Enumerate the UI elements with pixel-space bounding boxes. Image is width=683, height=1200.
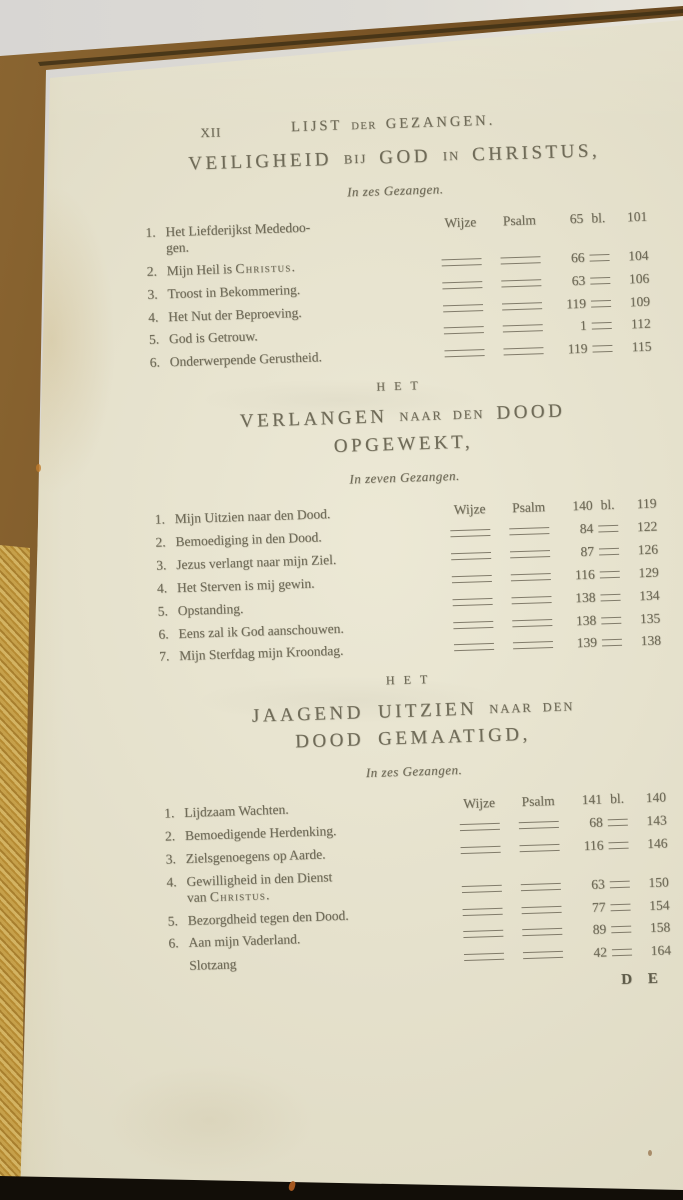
item-title xyxy=(169,323,435,348)
equals-dash xyxy=(598,525,618,533)
page-number: 109 xyxy=(629,293,651,309)
psalm-ditto xyxy=(502,613,562,631)
het-word: HET xyxy=(376,378,427,394)
ditto-dash xyxy=(462,907,502,915)
page-number: 140 xyxy=(645,789,667,806)
item-title-text: Het Sterven is mij gewin. xyxy=(176,575,315,595)
equals-mark xyxy=(595,588,625,605)
equals-mark xyxy=(605,898,635,915)
wijze-ditto xyxy=(442,546,500,564)
wijze-ditto xyxy=(432,253,490,271)
section-subtitle: In zes Gezangen. xyxy=(365,761,463,780)
ditto-dash xyxy=(450,529,490,537)
page-number: 158 xyxy=(649,919,671,936)
equals-dash xyxy=(611,926,631,934)
ditto-dash xyxy=(511,596,551,604)
item-title-text: Bemoedigende Herdenking. xyxy=(184,822,337,843)
psalm-number: 119 xyxy=(567,341,588,357)
item-number: 2. xyxy=(155,534,166,550)
title-word: NAAR xyxy=(489,700,533,716)
ditto-dash xyxy=(522,928,562,936)
item-number: 4. xyxy=(156,580,168,596)
equals-dash xyxy=(601,616,621,624)
ditto-dash xyxy=(444,349,484,357)
page-number: 106 xyxy=(628,270,650,286)
psalm-number: 1 xyxy=(579,318,587,334)
item-title xyxy=(167,254,433,279)
psalm-number: 138 xyxy=(575,589,596,605)
item-number: 5. xyxy=(157,603,169,619)
item-number: 4. xyxy=(166,873,177,890)
psalm-label: Psalm xyxy=(511,499,546,516)
item-number: 5. xyxy=(167,912,179,929)
item-title-text: Mijn Sterfdag mijn Kroondag. xyxy=(178,643,344,664)
item-title-text: Mijn Uitzien naar den Dood. xyxy=(174,506,331,527)
printed-content xyxy=(142,108,672,1005)
item-title-text: Aan mijn Vaderland. xyxy=(188,931,301,951)
ditto-dash xyxy=(462,884,502,892)
equals-mark xyxy=(593,520,623,537)
wijze-ditto xyxy=(444,615,502,633)
ditto-dash xyxy=(442,258,482,266)
ditto-dash xyxy=(521,905,561,913)
equals-dash xyxy=(589,254,609,262)
psalm-ditto xyxy=(493,319,553,337)
item-number: 2. xyxy=(164,828,176,844)
psalm-ditto xyxy=(513,946,573,964)
page-number: 112 xyxy=(630,316,651,332)
ditto-dash xyxy=(453,620,493,628)
page-number: 135 xyxy=(639,610,661,626)
ditto-dash xyxy=(521,883,561,891)
ditto-dash xyxy=(452,598,492,606)
item-title xyxy=(177,594,443,619)
title-word: DOOD xyxy=(294,729,365,753)
item-title-text: Slotzang xyxy=(188,956,237,974)
item-title xyxy=(189,950,455,975)
equals-mark xyxy=(607,944,637,961)
ditto-dash xyxy=(451,552,491,560)
equals-mark xyxy=(603,813,633,830)
title-word: GOD xyxy=(378,145,432,169)
item-title xyxy=(186,865,453,905)
psalm-label: Psalm xyxy=(502,212,537,229)
psalm-ditto xyxy=(509,838,569,856)
item-title xyxy=(185,819,451,844)
psalm-ditto xyxy=(501,590,561,608)
section-title xyxy=(143,136,646,180)
equals-mark xyxy=(584,249,614,266)
ditto-dash xyxy=(519,821,559,829)
equals-dash xyxy=(599,548,619,556)
wijze-label: Wijze xyxy=(453,501,486,518)
psalm-ditto xyxy=(512,923,572,941)
page-number: 143 xyxy=(646,812,667,828)
psalm-ditto xyxy=(490,251,550,269)
equals-dash xyxy=(591,300,611,308)
equals-dash xyxy=(610,880,630,888)
item-number: 4. xyxy=(147,309,159,325)
equals-dash xyxy=(592,322,612,330)
equals-dash xyxy=(592,345,612,353)
ditto-dash xyxy=(454,643,494,651)
item-title-text: Troost in Bekommering. xyxy=(167,281,301,301)
item-number: 1. xyxy=(154,511,166,527)
equals-mark xyxy=(585,271,615,288)
item-title-text: Bemoediging in den Dood. xyxy=(175,529,322,549)
page-number: 126 xyxy=(637,541,659,557)
ditto-dash xyxy=(442,281,482,289)
section-subtitle: In zeven Gezangen. xyxy=(349,467,460,487)
psalm-number: 141 xyxy=(581,791,603,808)
title-word: BIJ xyxy=(343,151,368,167)
ditto-dash xyxy=(452,575,492,583)
title-word: NAAR xyxy=(399,408,444,425)
section-jaagend xyxy=(160,665,671,975)
title-word: VEILIGHEID xyxy=(187,148,333,175)
item-title xyxy=(176,548,442,573)
psalm-ditto xyxy=(511,900,571,918)
psalm-number: 116 xyxy=(574,566,595,582)
ditto-dash xyxy=(509,527,549,535)
psalm-ditto xyxy=(501,567,561,585)
ditto-dash xyxy=(503,348,543,356)
page-number: 146 xyxy=(646,835,668,851)
psalm-ditto xyxy=(503,636,563,654)
psalm-number: 87 xyxy=(580,543,595,559)
equals-dash xyxy=(602,639,622,647)
psalm-number: 138 xyxy=(575,612,597,628)
ditto-dash xyxy=(502,302,542,310)
page-number: 115 xyxy=(631,339,652,355)
ditto-dash xyxy=(463,930,503,938)
item-title xyxy=(175,502,441,527)
item-number: 6. xyxy=(158,625,169,642)
psalm-ditto xyxy=(509,815,569,833)
psalm-number: 68 xyxy=(589,814,604,830)
item-number: 3. xyxy=(147,286,158,302)
item-title xyxy=(178,617,444,642)
wijze-ditto xyxy=(434,298,492,316)
wijze-label: Wijze xyxy=(463,794,496,811)
equals-mark xyxy=(596,611,626,628)
title-word: DEN xyxy=(452,407,485,423)
ditto-dash xyxy=(519,844,559,852)
item-title xyxy=(187,904,453,929)
item-title-smallcaps: Christus. xyxy=(209,886,271,904)
item-title xyxy=(165,216,432,256)
ditto-dash xyxy=(443,304,483,312)
title-word: JAAGEND xyxy=(251,701,365,727)
item-title xyxy=(188,927,454,952)
paper-speck xyxy=(648,1150,652,1156)
page-number: 101 xyxy=(626,208,648,225)
title-word: CHRISTUS, xyxy=(471,140,601,166)
item-title-text: Het Nut der Beproeving. xyxy=(167,304,302,324)
equals-mark xyxy=(597,634,627,651)
wijze-ditto xyxy=(451,817,509,835)
equals-mark xyxy=(587,340,617,357)
page-number: 129 xyxy=(638,564,659,580)
page-number: 104 xyxy=(628,247,649,264)
item-number xyxy=(169,958,189,959)
item-title-text: God is Getrouw. xyxy=(168,328,258,347)
ditto-dash xyxy=(513,641,553,649)
item-title-text: Jezus verlangt naar mijn Ziel. xyxy=(175,551,337,572)
title-word: OPGEWEKT, xyxy=(333,431,474,458)
wijze-ditto xyxy=(453,902,511,920)
ditto-dash xyxy=(444,327,484,335)
wijze-ditto xyxy=(443,569,501,587)
psalm-number: 65 xyxy=(569,210,584,227)
paper-speck xyxy=(36,464,41,472)
section-verlangen xyxy=(151,371,662,665)
section-subtitle: In zes Gezangen. xyxy=(346,180,444,199)
item-number: 6. xyxy=(168,935,179,952)
psalm-number: 77 xyxy=(591,898,606,915)
psalm-number: 42 xyxy=(593,944,608,961)
item-title xyxy=(177,571,443,596)
ditto-dash xyxy=(501,279,541,287)
page-number: 138 xyxy=(640,632,662,649)
signature-mark: D E xyxy=(621,970,665,989)
item-title xyxy=(185,842,451,867)
wijze-ditto xyxy=(435,344,493,362)
item-title-line: Het Liefderijkst Mededoo- xyxy=(165,219,311,240)
item-number: 1. xyxy=(164,805,175,821)
het-word: HET xyxy=(385,672,437,688)
equals-dash xyxy=(590,277,610,285)
item-title-text: Onderwerpende Gerustheid. xyxy=(169,349,323,370)
wijze-ditto xyxy=(441,524,499,542)
psalm-label: Psalm xyxy=(521,792,555,810)
item-title-text: Opstanding. xyxy=(177,600,244,618)
item-number: 3. xyxy=(165,851,177,867)
ditto-dash xyxy=(511,573,551,581)
item-title xyxy=(184,796,450,821)
psalm-number: 89 xyxy=(592,921,607,938)
item-title xyxy=(168,300,434,325)
ditto-dash xyxy=(510,550,550,558)
page-abbrev: bl. xyxy=(609,790,625,807)
page-number: 154 xyxy=(648,896,670,913)
wijze-ditto xyxy=(451,840,509,858)
title-word: IN xyxy=(442,148,461,164)
title-word: UITZIEN xyxy=(377,698,478,723)
psalm-number: 140 xyxy=(572,497,593,514)
item-number: 7. xyxy=(158,648,170,665)
ditto-dash xyxy=(523,951,563,959)
equals-dash xyxy=(608,819,628,827)
title-word: DOOD xyxy=(496,400,566,425)
psalm-ditto xyxy=(511,877,571,895)
ditto-dash xyxy=(503,325,543,333)
wijze-ditto xyxy=(435,321,493,339)
wijze-ditto xyxy=(454,925,512,943)
equals-dash xyxy=(610,903,630,911)
item-title-text: Bezorgdheid tegen den Dood. xyxy=(187,907,349,928)
item-title-text: Mijn Heil is xyxy=(166,260,236,278)
item-number: 3. xyxy=(156,557,167,573)
equals-mark xyxy=(605,875,635,892)
ditto-dash xyxy=(500,256,540,264)
wijze-ditto xyxy=(455,948,513,966)
psalm-ditto xyxy=(491,274,551,292)
psalm-number: 66 xyxy=(570,249,585,265)
equals-dash xyxy=(612,949,632,957)
title-word: DEN xyxy=(542,698,575,714)
page-abbrev: bl. xyxy=(591,209,606,226)
item-number: 2. xyxy=(146,263,158,279)
psalm-ditto xyxy=(493,342,553,360)
page-number: 150 xyxy=(648,874,669,890)
wijze-label: Wijze xyxy=(444,214,477,231)
equals-mark xyxy=(606,921,636,938)
equals-mark xyxy=(595,565,625,582)
item-title-text: Zielsgenoegens op Aarde. xyxy=(185,846,326,866)
psalm-ditto xyxy=(492,296,552,314)
wijze-ditto xyxy=(443,592,501,610)
equals-mark xyxy=(594,542,624,559)
psalm-number: 116 xyxy=(583,837,604,853)
item-number: 6. xyxy=(149,354,161,371)
equals-dash xyxy=(600,570,620,578)
equals-dash xyxy=(600,593,620,601)
psalm-ditto xyxy=(499,522,559,540)
item-title-text: Eens zal ik God aanschouwen. xyxy=(178,620,344,641)
psalm-number: 63 xyxy=(571,272,586,288)
psalm-number: 139 xyxy=(576,635,598,651)
equals-mark xyxy=(586,294,616,311)
wijze-ditto xyxy=(445,638,503,656)
running-title-word: GEZANGEN. xyxy=(385,112,496,133)
item-title-line: Gewilligheid in den Dienst xyxy=(186,868,333,889)
folio-page-number: XII xyxy=(200,124,222,141)
wijze-ditto xyxy=(453,879,511,897)
item-number: 5. xyxy=(148,332,160,348)
title-word: VERLANGEN xyxy=(239,406,388,433)
page-number: 164 xyxy=(650,942,672,959)
item-title-smallcaps: Christus. xyxy=(235,258,297,276)
item-title xyxy=(169,346,435,371)
psalm-number: 84 xyxy=(579,520,594,536)
equals-mark xyxy=(603,836,633,853)
psalm-ditto xyxy=(500,544,560,562)
item-title xyxy=(179,640,445,665)
title-word: GEMAATIGD, xyxy=(377,723,532,750)
ditto-dash xyxy=(464,953,504,961)
equals-dash xyxy=(608,841,628,849)
equals-mark xyxy=(587,317,617,334)
item-title-text: Lijdzaam Wachten. xyxy=(184,801,289,820)
item-title-line: gen. xyxy=(165,239,190,256)
item-title-text: van xyxy=(186,888,211,905)
section-veiligheid xyxy=(143,136,652,371)
item-title xyxy=(175,525,441,550)
wijze-ditto xyxy=(433,275,491,293)
ditto-dash xyxy=(460,823,500,831)
running-title-word: LIJST xyxy=(290,117,343,136)
psalm-number: 63 xyxy=(591,876,606,892)
ditto-dash xyxy=(512,619,552,627)
page-number: 122 xyxy=(636,518,658,535)
page-number: 134 xyxy=(638,587,660,603)
running-title-word: DER xyxy=(351,120,377,133)
item-title xyxy=(167,277,433,302)
ditto-dash xyxy=(461,846,501,854)
page-abbrev: bl. xyxy=(600,496,615,513)
item-number: 1. xyxy=(145,224,156,240)
psalm-number: 119 xyxy=(566,295,587,311)
page-number: 119 xyxy=(636,495,657,512)
